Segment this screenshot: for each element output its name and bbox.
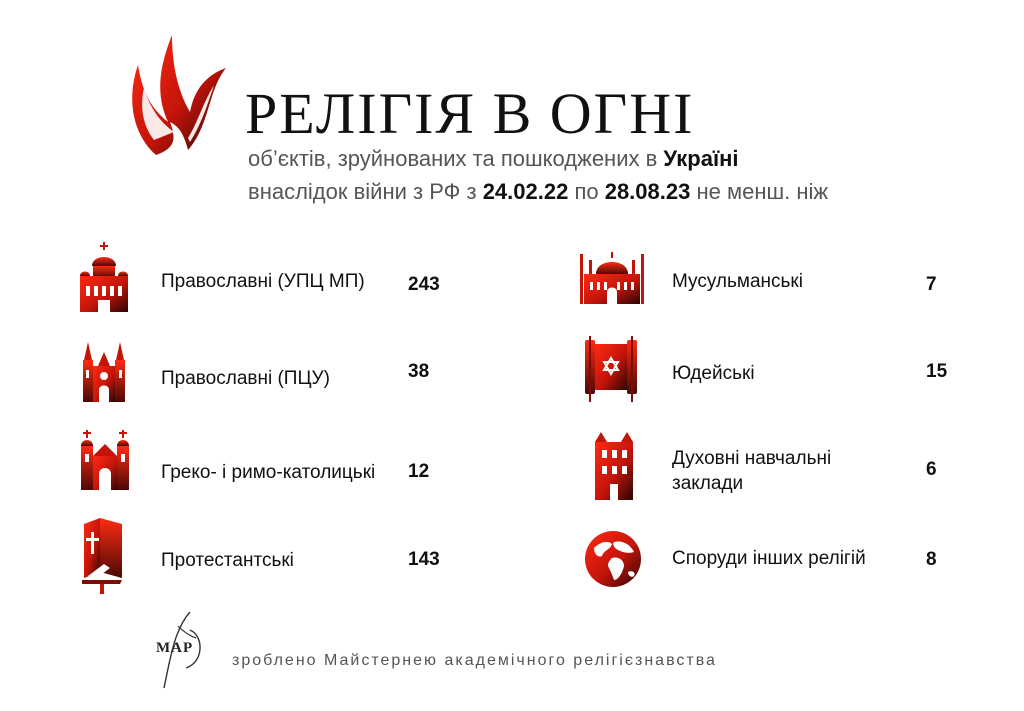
category-label: Православні (ПЦУ)	[161, 368, 330, 389]
orthodox-cathedral-icon	[78, 242, 130, 312]
category-count: 243	[408, 274, 440, 295]
category-count: 6	[926, 459, 937, 480]
subtitle-line-1	[248, 146, 739, 172]
category-label-line: Духовні навчальні	[672, 448, 832, 469]
category-count: 38	[408, 361, 430, 382]
category-count: 12	[408, 461, 430, 482]
catholic-church-icon	[78, 430, 132, 490]
subtitle-text: не менш. ніж	[690, 179, 829, 204]
date-from: 24.02.22	[482, 179, 569, 204]
category-label	[672, 446, 831, 496]
category-count: 7	[926, 274, 937, 295]
flame-logo-icon	[128, 30, 228, 160]
seminary-building-icon	[593, 432, 635, 500]
mosque-icon	[578, 248, 646, 304]
subtitle-text: об’єктів, зруйнованих та пошкоджених в	[248, 146, 664, 171]
subtitle-text: по	[568, 179, 605, 204]
subtitle-line-2	[248, 179, 828, 205]
globe-icon	[584, 530, 642, 588]
category-count: 15	[926, 361, 948, 382]
category-label: Православні (УПЦ МП)	[161, 271, 365, 292]
category-label: Протестантські	[161, 550, 294, 571]
footer-credit: зроблено Майстернею академічного релігієзнавства	[232, 652, 717, 669]
gothic-church-icon	[78, 340, 130, 402]
subtitle-text: внаслідок війни з РФ з	[248, 179, 483, 204]
category-label: Юдейські	[672, 363, 755, 384]
category-count: 8	[926, 549, 937, 570]
category-label-line: заклади	[672, 473, 744, 494]
category-label: Греко- і римо-католицькі	[161, 462, 376, 483]
subtitle-country: Україні	[663, 146, 739, 171]
category-count: 143	[408, 549, 440, 570]
category-label: Мусульманські	[672, 271, 803, 292]
torah-scroll-icon	[583, 336, 639, 402]
map-logo-text: MAP	[156, 640, 194, 656]
page-title: РЕЛІГІЯ В ОГНІ	[245, 81, 695, 146]
category-label: Споруди інших релігій	[672, 548, 866, 569]
protestant-book-icon	[80, 518, 126, 594]
date-to: 28.08.23	[604, 179, 691, 204]
